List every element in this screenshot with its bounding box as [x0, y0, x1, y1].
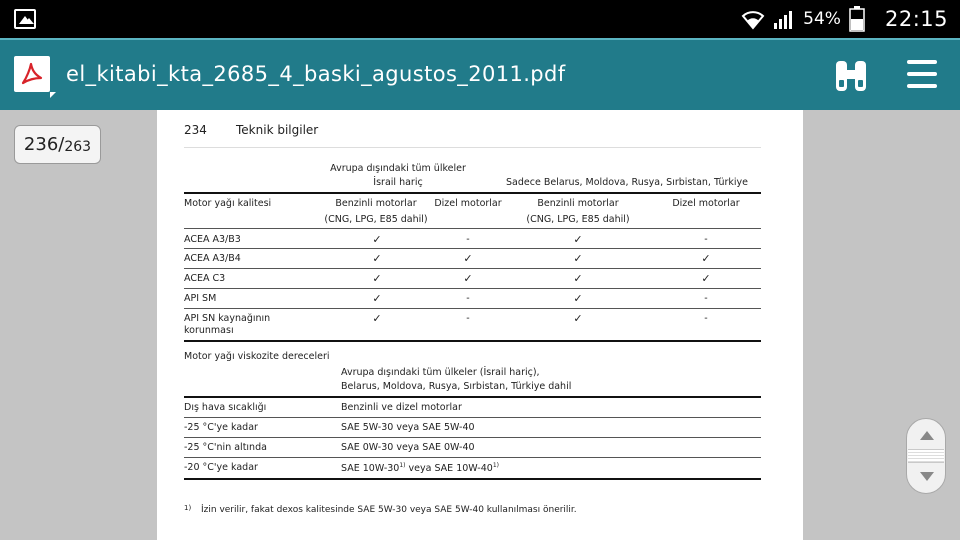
find-binoculars-icon[interactable] [832, 58, 870, 94]
check-mark: ✓ [372, 292, 382, 305]
page-number: 234 [184, 123, 207, 137]
col-label: Motor yağı kalitesi [184, 198, 272, 209]
wifi-icon [741, 8, 765, 30]
page-counter [14, 125, 101, 164]
document-title: el_kitabi_kta_2685_4_baski_agustos_2011.pdf [66, 62, 566, 86]
clock: 22:15 [884, 7, 948, 31]
quality-row-label: ACEA A3/B4 [184, 253, 241, 264]
check-mark: ✓ [372, 272, 382, 285]
scroll-down-arrow-icon[interactable] [920, 472, 934, 481]
pdf-app-icon[interactable] [14, 56, 50, 92]
quality-row-label: API SN kaynağının [184, 313, 271, 324]
table-rule [184, 457, 761, 458]
viscosity-row-value [341, 462, 499, 474]
check-mark: ✓ [701, 272, 711, 285]
quality-row-label: ACEA C3 [184, 273, 226, 284]
table-rule [184, 288, 761, 289]
viscosity-row-value: SAE 0W-30 veya SAE 0W-40 [341, 442, 475, 453]
viscosity-title: Motor yağı viskozite dereceleri [184, 351, 330, 362]
viscosity-value-a: SAE 10W-30 [341, 463, 400, 475]
quality-row-label-cont: korunması [184, 325, 234, 336]
scroll-up-arrow-icon[interactable] [920, 431, 934, 440]
battery-percent: 54% [803, 9, 841, 29]
check-mark: ✓ [463, 272, 473, 285]
table-rule [184, 248, 761, 249]
footnote-ref: 1) [492, 462, 499, 469]
footnote-ref: 1) [399, 462, 406, 469]
quality-row-label: API SM [184, 293, 217, 304]
page-counter-current: 236/ [23, 134, 65, 155]
check-mark: ✓ [372, 233, 382, 246]
pdf-page[interactable] [157, 110, 803, 540]
signal-icon [773, 8, 795, 30]
dash-mark: - [704, 293, 708, 304]
check-mark: ✓ [372, 252, 382, 265]
table-rule [184, 340, 761, 342]
dash-mark: - [466, 313, 470, 324]
viscosity-col-value: Benzinli ve dizel motorlar [341, 402, 462, 413]
viscosity-value-b: veya SAE 10W-40 [405, 463, 493, 475]
overflow-menu-icon[interactable] [904, 58, 940, 94]
footnote-mark: 1) [184, 504, 192, 512]
table-rule [184, 396, 761, 398]
acrobat-logo-icon [19, 61, 45, 87]
status-indicators [741, 0, 948, 38]
viscosity-col-label: Dış hava sıcaklığı [184, 402, 267, 413]
check-mark: ✓ [573, 252, 583, 265]
table-rule [184, 308, 761, 309]
page-header [184, 123, 318, 137]
viscosity-row-value: SAE 5W-30 veya SAE 5W-40 [341, 422, 475, 433]
section-title: Teknik bilgiler [236, 123, 319, 137]
title-bar [0, 38, 960, 110]
dash-mark: - [466, 293, 470, 304]
col-diesel-2: Dizel motorlar [672, 198, 740, 209]
group2-header: Sadece Belarus, Moldova, Rusya, Sırbistan, Türkiye [506, 177, 748, 188]
dash-mark: - [466, 234, 470, 245]
col-gasoline-2: Benzinli motorlar [537, 198, 619, 209]
table-rule [184, 417, 761, 418]
col-gasoline-1: Benzinli motorlar [335, 198, 417, 209]
check-mark: ✓ [573, 312, 583, 325]
quality-row-label: ACEA A3/B3 [184, 234, 241, 245]
check-mark: ✓ [573, 272, 583, 285]
check-mark: ✓ [463, 252, 473, 265]
image-notification-icon [14, 9, 36, 29]
viscosity-header-line1: Avrupa dışındaki tüm ülkeler (İsrail hariç), [341, 367, 540, 378]
divider [184, 147, 761, 148]
table-rule [184, 268, 761, 269]
check-mark: ✓ [701, 252, 711, 265]
table-rule [184, 192, 761, 194]
group1-header-line1: Avrupa dışındaki tüm ülkeler [330, 163, 466, 174]
viscosity-row-temp: -25 °C'nin altında [184, 442, 267, 453]
col-gasoline-2-sub: (CNG, LPG, E85 dahil) [526, 214, 630, 225]
dash-mark: - [704, 234, 708, 245]
table-rule [184, 228, 761, 229]
check-mark: ✓ [573, 233, 583, 246]
scroll-grip[interactable] [908, 449, 944, 463]
status-bar [0, 0, 960, 38]
page-scroll-control[interactable] [906, 418, 946, 494]
dash-mark: - [704, 313, 708, 324]
viscosity-row-temp: -20 °C'ye kadar [184, 462, 258, 473]
battery-icon [849, 6, 865, 32]
col-diesel-1: Dizel motorlar [434, 198, 502, 209]
check-mark: ✓ [573, 292, 583, 305]
table-rule [184, 478, 761, 480]
col-gasoline-1-sub: (CNG, LPG, E85 dahil) [324, 214, 428, 225]
table-rule [184, 437, 761, 438]
page-counter-total: 263 [64, 138, 92, 155]
group1-header-line2: İsrail hariç [373, 177, 423, 188]
check-mark: ✓ [372, 312, 382, 325]
footnote-text: İzin verilir, fakat dexos kalitesinde SAE 5W-30 veya SAE 5W-40 kullanılması önerilir. [201, 505, 577, 515]
viscosity-header-line2: Belarus, Moldova, Rusya, Sırbistan, Türkiye dahil [341, 381, 572, 392]
viscosity-row-temp: -25 °C'ye kadar [184, 422, 258, 433]
